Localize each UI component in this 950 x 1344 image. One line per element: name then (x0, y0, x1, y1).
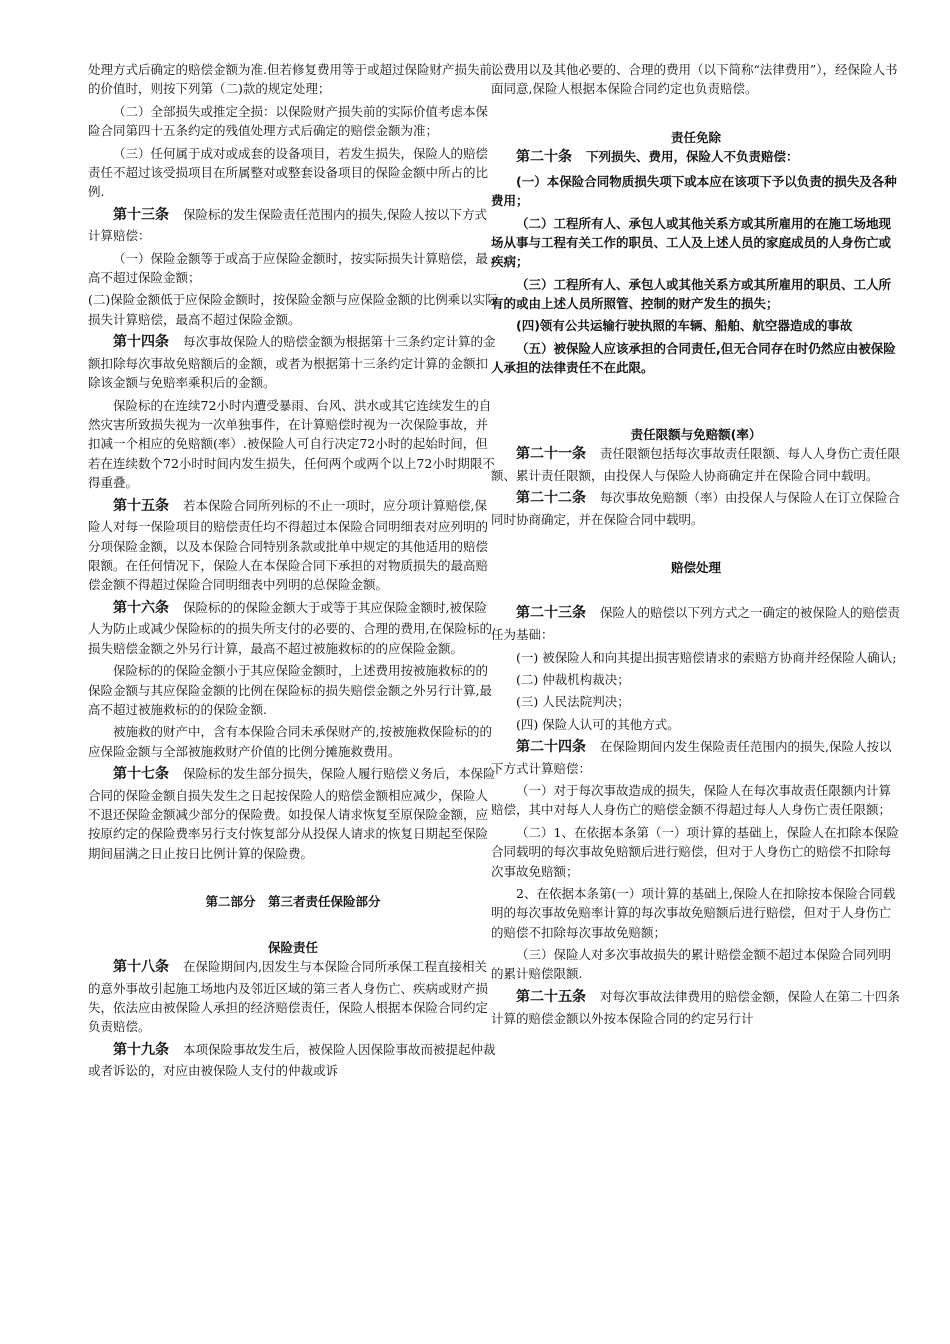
article-title: 第十八条 (113, 958, 169, 975)
paragraph: （三）工程所有人、承包人或其他关系方或其所雇用的职员、工人所有的或由上述人员所照管、控制的财产发生的损失； (491, 276, 892, 312)
article-16 (88, 598, 498, 658)
article-13 (88, 205, 498, 246)
article-title: 第二十一条 (516, 445, 586, 462)
paragraph: （二）全部损失或推定全损：以保险财产损失前的实际价值考虑本保险合同第四十五条约定的残值处理方式后确定的赔偿金额为准； (88, 103, 489, 139)
article-15 (88, 496, 498, 595)
article-21 (491, 444, 901, 485)
article-text: 责任限额包括每次事故责任限额、每人人身伤亡责任限额、累计责任限额，由投保人与保险人协商确定并在保险合同中载明。 (491, 445, 901, 483)
paragraph: 保险标的的保险金额小于其应保险金额时，上述费用按被施救标的的保险金额与其应保险金额的比例在保险标的损失赔偿金额之外另行计算,最高不超过被施救标的的保险金额. (88, 663, 492, 717)
paragraph: (二)保险金额低于应保险金额时，按保险金额与应保险金额的比例乘以实际损失计算赔偿，最高不超过保险金额。 (88, 292, 498, 327)
article-title: 第十四条 (113, 334, 169, 351)
article-title: 第二十二条 (516, 490, 586, 506)
paragraph: (四) 保险人认可的其他方式。 (516, 716, 680, 732)
article-title: 第十九条 (113, 1041, 169, 1058)
section-heading: 责任限额与免赔额(率） (630, 426, 762, 442)
paragraph: （二）工程所有人、承包人或其他关系方或其所雇用的在施工场地现场从事与工程有关工作的职员、工人及上述人员的家庭成员的人身伤亡或疾病； (491, 215, 892, 270)
paragraph: (一）本保险合同物质损失项下或本应在该项下予以负责的损失及各种费用； (491, 173, 897, 209)
paragraph: （二）1、在依据本条第（一）项计算的基础上，保险人在扣除本保险合同载明的每次事故免赔额后进行赔偿，但对于人身伤亡的赔偿不扣除每次事故免赔额； (491, 824, 899, 879)
article-title: 第十三条 (113, 206, 169, 223)
paragraph: （三）保险人对多次事故损失的累计赔偿金额不超过本保险合同列明的累计赔偿限额. (491, 947, 892, 982)
article-text: 对每次事故法律费用的赔偿金额，保险人在第二十四条计算的赔偿金额以外按本保险合同的约定另行计 (491, 988, 901, 1026)
article-text: 本项保险事故发生后，被保险人因保险事故而被提起仲裁或者诉讼的，对应由被保险人支付的仲裁或诉 (88, 1041, 496, 1079)
article-title: 第二十四条 (516, 739, 586, 755)
article-title: 第十六条 (113, 599, 169, 616)
article-title: 第十五条 (113, 497, 169, 514)
article-text: 保险标的的保险金额大于或等于其应保险金额时,被保险人为防止或减少保险标的的损失所支付的必要的、合理的费用,在保险标的损失赔偿金额之外另行计算，最高不超过被施救标的的应保险金额。 (88, 599, 492, 656)
article-14 (88, 332, 498, 392)
paragraph: 处理方式后确定的赔偿金额为准.但若修复费用等于或超过保险财产损失前的价值时，则按下列第（二)款的规定处理； (88, 62, 492, 97)
article-text: 保险标的发生部分损失，保险人履行赔偿义务后，本保险合同的保险金额自损失发生之日起按保险人的赔偿金额相应减少，保险人不退还保险金额减少部分的保险费。如投保人请求恢复至原保险金额，应按原约定的保险费率另行支付恢复部分从投保人请求的恢复日期起至保险期间届满之日止按日比例计算的保险费。 (88, 766, 496, 861)
paragraph: 被施救的财产中，含有本保险合同未承保财产的,按被施救保险标的的应保险金额与全部被施救财产价值的比例分摊施救费用。 (88, 724, 492, 759)
article-text: 在保险期间内发生保险责任范围内的损失,保险人按以下方式计算赔偿： (491, 739, 892, 776)
article-title: 第二十三条 (516, 605, 586, 622)
paragraph: （五）被保险人应该承担的合同责任,但无合同存在时仍然应由被保险人承担的法律责任不在此限。 (491, 340, 896, 376)
article-text: 每次事故免赔额（率）由投保人与保险人在订立保险合同时协商确定，并在保险合同中载明。 (491, 490, 901, 527)
article-text: 在保险期间内,因发生与本保险合同所承保工程直接相关的意外事故引起施工场地内及邻近区域的第三者人身伤亡、疾病或财产损失，依法应由被保险人承担的经济赔偿责任，保险人根据本保险合同约定负责赔偿。 (88, 958, 489, 1035)
paragraph: 2、在依据本条第(一）项计算的基础上,保险人在扣除按本保险合同载明的每次事故免赔率计算的每次事故免赔额后进行赔偿，但对于人身伤亡的赔偿不扣除每次事故免赔额； (491, 885, 896, 940)
article-22 (491, 488, 901, 529)
article-24 (491, 737, 901, 778)
article-text: 保险标的发生保险责任范围内的损失,保险人按以下方式计算赔偿： (88, 206, 487, 244)
part-heading: 第二部分 第三者责任保险部分 (205, 894, 381, 910)
article-19 (88, 1040, 498, 1081)
article-title: 第二十五条 (516, 988, 586, 1005)
left-column (88, 60, 498, 1084)
paragraph: （三）任何属于成对或成套的设备项目，若发生损失，保险人的赔偿责任不超过该受损项目在所属整对或整套设备项目的保险金额中所占的比例. (88, 145, 489, 200)
article-text: 若本保险合同所列标的不止一项时，应分项计算赔偿,保险人对每一保险项目的赔偿责任均不得超过本保险合同明细表对应列明的分项保险金额，以及本保险合同特别条款或批单中规定的其他适用的赔偿限额。在任何情况下，保险人在本保险合同下承担的对物质损失的最高赔偿金额不得超过保险合同明细表中列明的总保险金额。 (88, 497, 489, 593)
paragraph: (一) 被保险人和向其提出损害赔偿请求的索赔方协商并经保险人确认; (516, 649, 897, 665)
article-title: 第十七条 (113, 766, 169, 782)
article-20 (491, 147, 901, 169)
section-heading: 责任免除 (670, 129, 721, 145)
paragraph: (二) 仲裁机构裁决； (516, 671, 630, 687)
paragraph: (四)领有公共运输行驶执照的车辆、船舶、航空器造成的事故 (516, 318, 853, 334)
article-text: 保险人的赔偿以下列方式之一确定的被保险人的赔偿责任为基础： (491, 605, 901, 643)
article-18 (88, 957, 498, 1037)
article-17 (88, 764, 498, 863)
paragraph: 保险标的在连续72小时内遭受暴雨、台风、洪水或其它连续发生的自然灾害所致损失视为一次单独事件，在计算赔偿时视为一次保险事故，并扣减一个相应的免赔额(率）.被保险人可自行决定72小时的起始时间，但若在连续数个72小时时间内发生损失，任何两个或两个以上72小时期限不得重叠。 (88, 397, 495, 491)
article-title: 第二十条 (516, 149, 572, 166)
article-text: 每次事故保险人的赔偿金额为根据第十三条约定计算的金额扣除每次事故免赔额后的金额，或者为根据第十三条约定计算的金额扣除该金额与免赔率乘积后的金额。 (88, 334, 496, 391)
article-text: 下列损失、费用，保险人不负责赔偿： (586, 149, 799, 165)
article-23 (491, 603, 901, 644)
paragraph: （一）保险金额等于或高于应保险金额时，按实际损失计算赔偿，最高不超过保险金额； (88, 250, 489, 286)
paragraph: 讼费用以及其他必要的、合理的费用（以下简称“法律费用”），经保险人书面同意,保险人根据本保险合同约定也负责赔偿。 (491, 62, 898, 97)
section-heading: 赔偿处理 (670, 560, 721, 576)
section-heading: 保险责任 (267, 939, 318, 955)
right-column (491, 60, 901, 1031)
paragraph: (三) 人民法院判决； (516, 694, 630, 710)
article-25 (491, 987, 901, 1028)
paragraph: （一）对于每次事故造成的损失，保险人在每次事故责任限额内计算赔偿，其中对每人人身伤亡的赔偿金额不得超过每人人身伤亡责任限额； (491, 783, 892, 818)
